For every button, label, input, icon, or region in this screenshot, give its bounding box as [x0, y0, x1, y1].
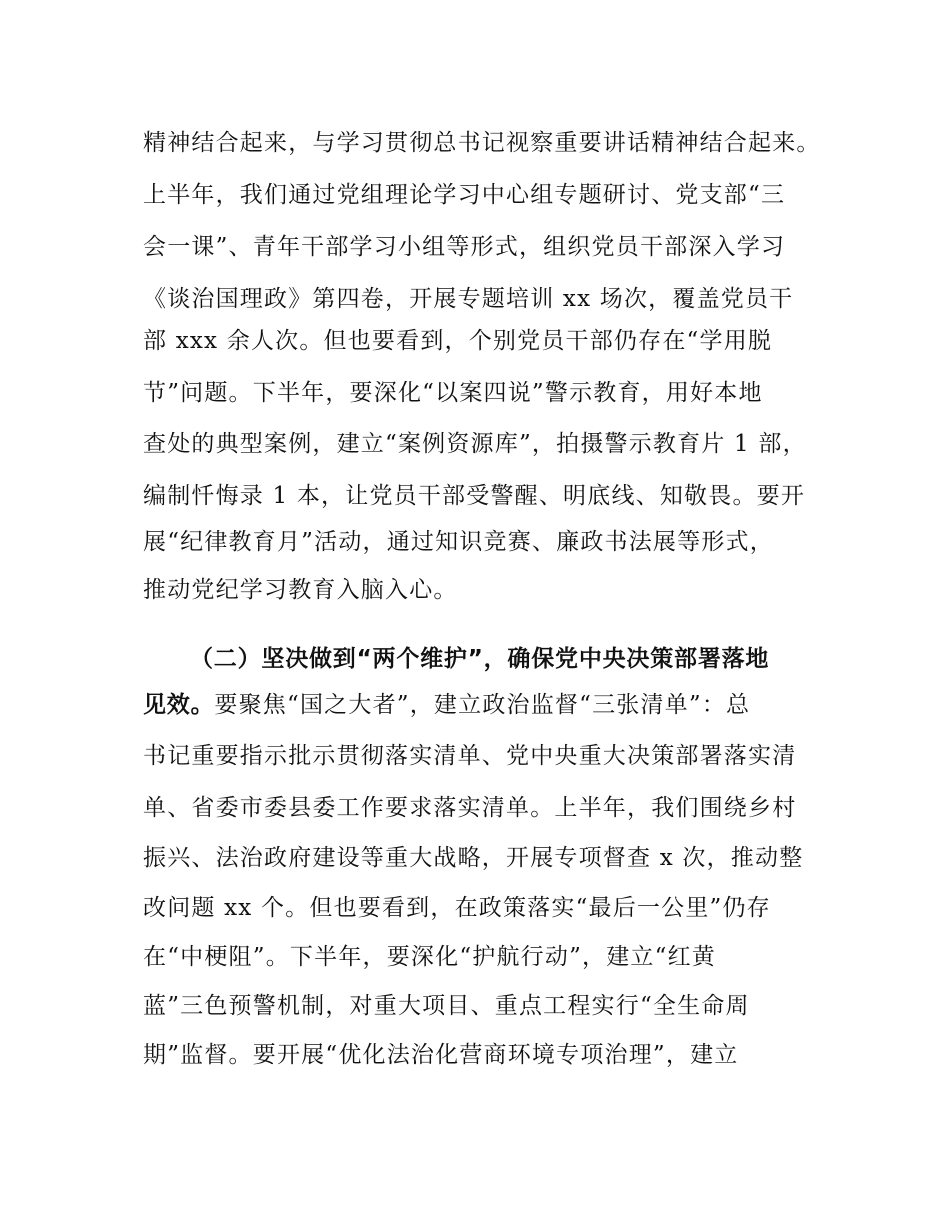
paragraph-line: 改问题 xx 个。但也要看到，在政策落实“最后一公里”仍存 [143, 895, 771, 921]
paragraph-line: 振兴、法治政府建设等重大战略，开展专项督查 x 次，推动整 [143, 845, 804, 871]
paragraph-line: 展“纪律教育月”活动，通过知识竞赛、廉政书法展等形式， [143, 529, 774, 555]
section-heading-end: 见效。 [143, 692, 215, 718]
paragraph-line: 推动党纪学习教育入脑入心。 [143, 577, 458, 603]
paragraph-line: 期”监督。要开展“优化法治化营商环境专项治理”，建立 [143, 1042, 739, 1068]
paragraph-line: 在“中梗阻”。下半年，要深化“护航行动”，建立“红黄 [143, 944, 716, 970]
paragraph-line: 上半年，我们通过党组理论学习中心组专题研讨、党支部“三 [143, 182, 786, 208]
paragraph-line-rest: 要聚焦“国之大者”，建立政治监督“三张清单”：总 [214, 692, 751, 718]
paragraph-line: 会一课”、青年干部学习小组等形式，组织党员干部深入学习 [143, 234, 786, 260]
paragraph-line [143, 690, 750, 720]
paragraph-line: 节”问题。下半年，要深化“以案四说”警示教育，用好本地 [143, 380, 763, 406]
paragraph-line: 单、省委市委县委工作要求落实清单。上半年，我们围绕乡村 [143, 795, 797, 821]
paragraph-line: 编制忏悔录 1 本，让党员干部受警醒、明底线、知敬畏。要开 [143, 483, 806, 509]
paragraph-line: 蓝”三色预警机制，对重大项目、重点工程实行“全生命周 [143, 993, 750, 1019]
section-heading: （二）坚决做到“两个维护”，确保党中央决策部署落地 [190, 646, 770, 672]
paragraph-line: 精神结合起来，与学习贯彻总书记视察重要讲话精神结合起来。 [143, 130, 821, 156]
paragraph-line: 查处的典型案例，建立“案例资源库”，拍摄警示教育片 1 部， [143, 431, 807, 457]
paragraph-line: 书记重要指示批示贯彻落实清单、党中央重大决策部署落实清 [143, 743, 797, 769]
paragraph-line: 部 xxx 余人次。但也要看到，个别党员干部仍存在“学用脱 [143, 328, 773, 354]
paragraph-line: 《谈治国理政》第四卷，开展专题培训 xx 场次，覆盖党员干 [143, 286, 794, 312]
